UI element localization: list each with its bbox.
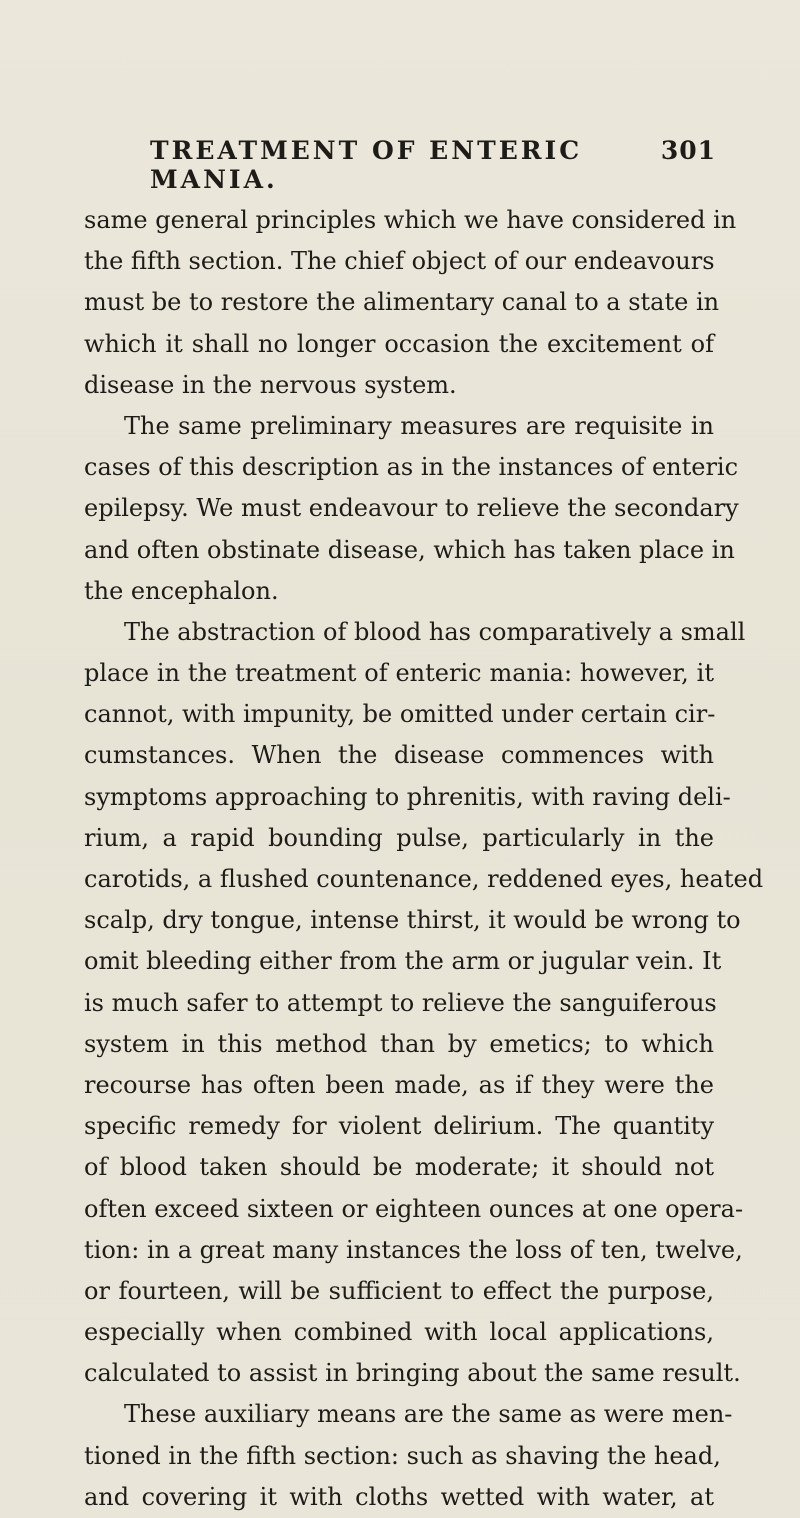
text-line: tion: in a great many instances the loss of ten, twelve, bbox=[84, 1235, 743, 1264]
text-line: cases of this description as in the instances of enteric bbox=[84, 453, 739, 482]
running-title: TREATMENT OF ENTERIC MANIA. bbox=[150, 136, 583, 194]
text-line: epilepsy. We must endeavour to relieve the secondary bbox=[84, 494, 739, 523]
body-text bbox=[84, 200, 764, 1518]
text-line: specific remedy for violent delirium. The quantity bbox=[84, 1112, 714, 1141]
text-line: These auxiliary means are the same as were men- bbox=[124, 1400, 733, 1429]
text-line: recourse has often been made, as if they were the bbox=[84, 1070, 714, 1099]
text-line: which it shall no longer occasion the excitement of bbox=[84, 329, 714, 358]
text-line: place in the treatment of enteric mania: however, it bbox=[84, 659, 714, 688]
text-line: and covering it with cloths wetted with water, at bbox=[84, 1482, 714, 1511]
text-line: the fifth section. The chief object of our endeavours bbox=[84, 247, 715, 276]
text-line: carotids, a flushed countenance, reddened eyes, heated bbox=[84, 865, 764, 893]
text-line: symptoms approaching to phrenitis, with raving deli- bbox=[84, 782, 731, 811]
text-line: especially when combined with local applications, bbox=[84, 1318, 714, 1347]
text-line: tioned in the fifth section: such as shaving the head, bbox=[84, 1441, 721, 1470]
text-line: is much safer to attempt to relieve the sanguiferous bbox=[84, 988, 717, 1017]
text-line: the encephalon. bbox=[84, 576, 279, 605]
text-line: The abstraction of blood has comparatively a small bbox=[124, 617, 746, 646]
text-line: and often obstinate disease, which has taken place in bbox=[84, 535, 735, 564]
text-line: The same preliminary measures are requisite in bbox=[124, 411, 714, 440]
text-line: often exceed sixteen or eighteen ounces at one opera- bbox=[84, 1194, 744, 1223]
text-line: cannot, with impunity, be omitted under certain cir- bbox=[84, 700, 716, 729]
page-number: 301 bbox=[660, 136, 716, 165]
text-line: same general principles which we have considered in bbox=[84, 206, 737, 234]
text-line: system in this method than by emetics; to which bbox=[84, 1029, 714, 1058]
running-head bbox=[150, 136, 716, 194]
text-line: omit bleeding either from the arm or jugular vein. It bbox=[84, 947, 722, 976]
text-line: cumstances. When the disease commences with bbox=[84, 741, 714, 770]
text-line: rium, a rapid bounding pulse, particularly in the bbox=[84, 823, 714, 852]
text-line: of blood taken should be moderate; it should not bbox=[84, 1153, 714, 1182]
text-line: scalp, dry tongue, intense thirst, it would be wrong to bbox=[84, 906, 741, 935]
text-line: disease in the nervous system. bbox=[84, 370, 457, 399]
text-line: must be to restore the alimentary canal to a state in bbox=[84, 288, 720, 317]
text-line: or fourteen, will be sufficient to effect the purpose, bbox=[84, 1276, 714, 1305]
text-line: calculated to assist in bringing about the same result. bbox=[84, 1359, 741, 1388]
